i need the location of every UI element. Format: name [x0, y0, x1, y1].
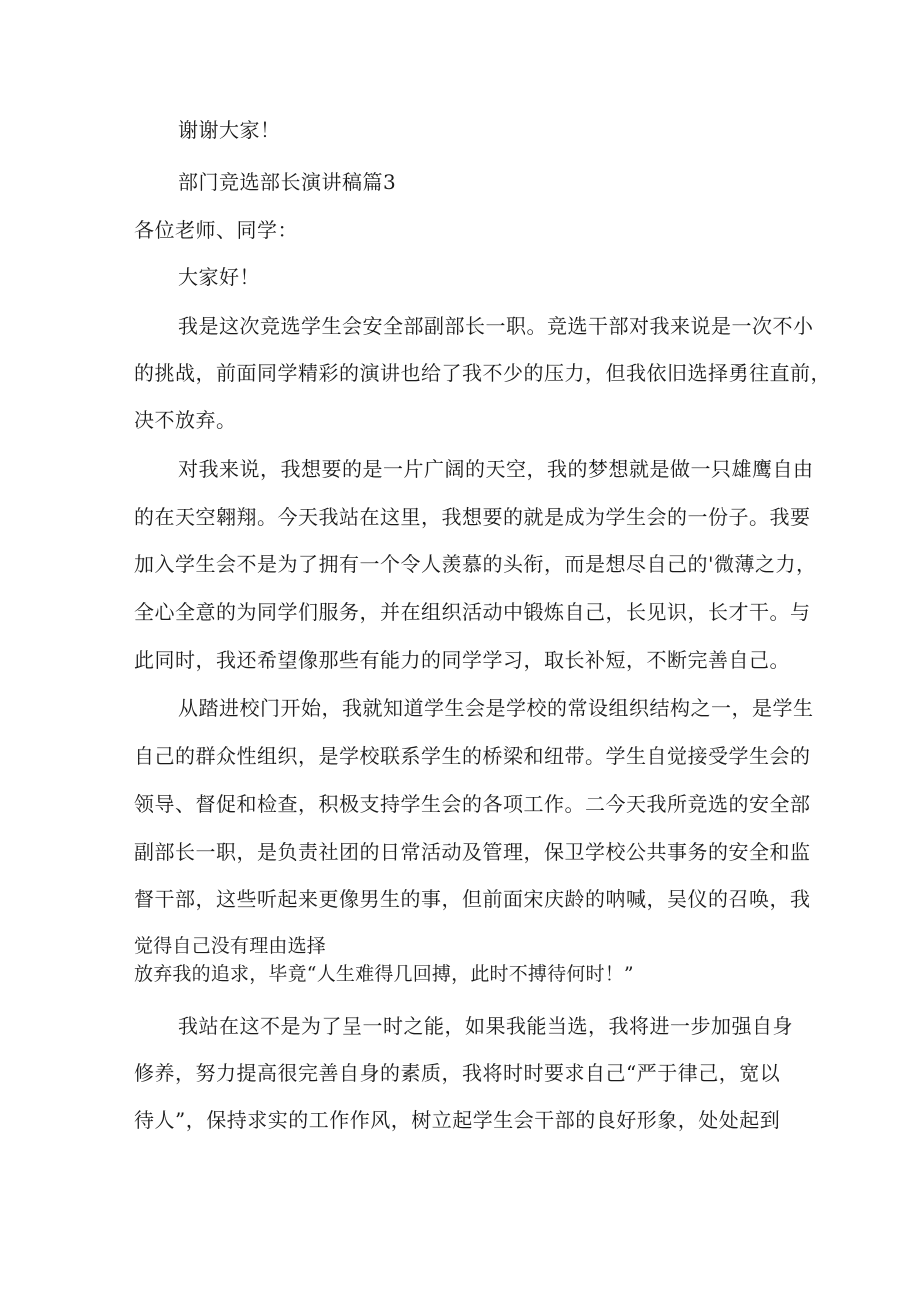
paragraph-2-line: 的在天空翱翔。今天我站在这里，我想要的就是成为学生会的一份子。我要	[134, 505, 811, 529]
closing-thanks: 谢谢大家！	[178, 118, 281, 142]
paragraph-2-line: 全心全意的为同学们服务，并在组织活动中锻炼自己，长见识，长才干。与	[134, 600, 811, 624]
paragraph-1-line: 的挑战，前面同学精彩的演讲也给了我不少的压力，但我依旧选择勇往直前，	[134, 361, 831, 385]
paragraph-2-line: 加入学生会不是为了拥有一个令人羡慕的头衔，而是想尽自己的'微薄之力，	[134, 552, 817, 576]
paragraph-4-line: 修养，努力提高很完善自身的素质，我将时时要求自己“严于律己，宽以	[134, 1061, 781, 1085]
section-title: 部门竞选部长演讲稿篇3	[178, 170, 397, 194]
paragraph-3-line: 副部长一职，是负责社团的日常活动及管理，保卫学校公共事务的安全和监	[134, 840, 811, 864]
paragraph-2-line: 此同时，我还希望像那些有能力的同学学习，取长补短，不断完善自己。	[134, 648, 790, 672]
paragraph-3-line: 从踏进校门开始，我就知道学生会是学校的常设组织结构之一，是学生	[178, 696, 814, 720]
paragraph-3-line: 放弃我的追求，毕竟“人生难得几回搏，此时不搏待何时！”	[134, 963, 634, 985]
paragraph-3-line: 领导、督促和检查，积极支持学生会的各项工作。二今天我所竞选的安全部	[134, 792, 811, 816]
paragraph-3-line: 自己的群众性组织，是学校联系学生的桥梁和纽带。学生自觉接受学生会的	[134, 744, 811, 768]
paragraph-2-line: 对我来说，我想要的是一片广阔的天空，我的梦想就是做一只雄鹰自由	[178, 457, 814, 481]
salutation: 各位老师、同学：	[134, 218, 298, 242]
greeting: 大家好！	[178, 265, 260, 289]
paragraph-3-line: 督干部，这些听起来更像男生的事，但前面宋庆龄的呐喊，吴仪的召唤，我	[134, 887, 811, 911]
paragraph-1-line: 我是这次竞选学生会安全部副部长一职。竞选干部对我来说是一次不小	[178, 314, 814, 338]
paragraph-1-line: 决不放弃。	[134, 408, 237, 432]
paragraph-4-line: 待人”，保持求实的工作作风，树立起学生会干部的良好形象，处处起到	[134, 1108, 781, 1132]
paragraph-4-line: 我站在这不是为了呈一时之能，如果我能当选，我将进一步加强自身	[178, 1014, 793, 1038]
paragraph-3-line: 觉得自己没有理由选择	[134, 935, 327, 957]
